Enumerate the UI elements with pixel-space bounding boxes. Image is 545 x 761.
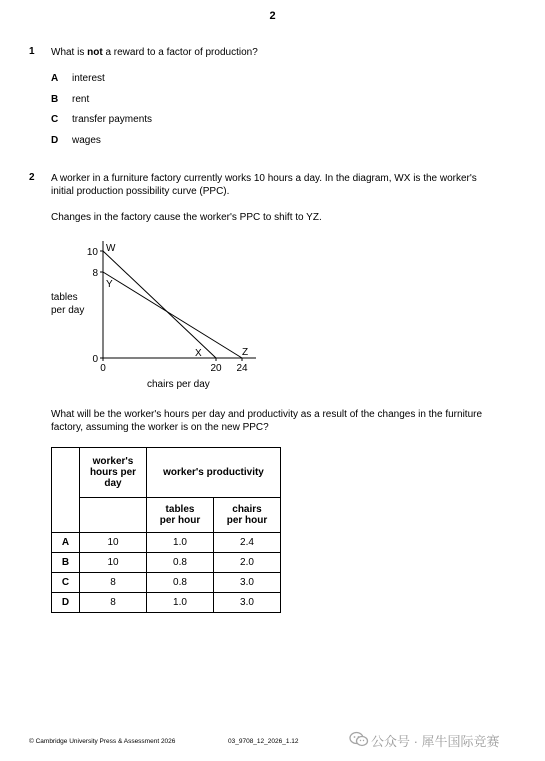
question-1-text [51,46,258,59]
question-1-number: 1 [29,46,35,57]
header-productivity: worker's productivity [147,448,281,498]
row-letter: A [52,533,80,553]
question-2-line-2: factory, assuming the worker is on the new PPC? [51,422,269,433]
point-label-z: Z [242,347,249,358]
cell-tables: 1.0 [147,593,214,613]
cell-chairs: 2.4 [214,533,281,553]
cell-chairs: 3.0 [214,593,281,613]
subheader-chairs-line: per hour [226,515,268,526]
subheader-tables-line: tables [165,504,195,515]
watermark-text: 公众号 · 犀牛国际竞赛 [371,734,500,749]
cell-tables: 1.0 [147,533,214,553]
point-label-w: W [106,243,116,254]
cell-tables: 0.8 [147,573,214,593]
option-text: wages [72,135,101,146]
ppc-diagram [40,236,270,396]
table-corner-cell [52,448,80,533]
option-letter: C [51,114,59,125]
question-1-text-emphasis: not [87,47,103,58]
footer-copyright: © Cambridge University Press & Assessment 2026 [29,738,176,745]
y-tick-label: 8 [92,268,98,279]
subheader-tables [147,498,214,533]
x-axis-label: chairs per day [147,379,210,390]
wechat-icon [349,731,369,747]
question-1-text-part: What is [51,47,88,58]
option-text: interest [72,73,105,84]
y-tick-label: 10 [86,247,98,258]
cell-chairs: 3.0 [214,573,281,593]
header-hours-line: worker's [92,456,134,467]
option-text: transfer payments [72,114,153,125]
question-2-number: 2 [29,172,35,183]
cell-chairs: 2.0 [214,553,281,573]
option-text: rent [72,94,90,105]
subheader-chairs [214,498,281,533]
option-letter: A [51,73,59,84]
row-letter: C [52,573,80,593]
ppc-wx-line [103,251,216,358]
y-tick-label: 0 [92,354,98,365]
subheader-tables-line: per hour [159,515,201,526]
y-axis-label-line-1: tables [51,292,78,303]
subheader-chairs-line: chairs [232,504,262,515]
ppc-yz-line [103,272,242,358]
question-2-intro-line-1: A worker in a furniture factory currently works 10 hours a day. In the diagram, WX is the worker's [51,173,477,184]
cell-hours: 10 [80,553,147,573]
footer-code: 03_9708_12_2026_1.12 [228,738,299,745]
option-letter: B [51,94,59,105]
question-2-line-1: What will be the worker's hours per day and productivity as a result of the changes in the furniture [51,409,483,420]
answer-table [51,447,281,613]
cell-tables: 0.8 [147,553,214,573]
question-1-text-part: a reward to a factor of production? [102,47,258,58]
x-tick-label: 0 [100,363,106,374]
point-label-y: Y [106,279,113,290]
cell-hours: 8 [80,593,147,613]
cell-hours: 10 [80,533,147,553]
question-2-change-text: Changes in the factory cause the worker's PPC to shift to YZ. [51,212,322,223]
page-number: 2 [269,10,276,22]
y-axis-label-line-2: per day [51,305,85,316]
cell-hours: 8 [80,573,147,593]
header-hours-line: hours per [89,467,137,478]
question-2-intro-line-2: initial production possibility curve (PPC). [51,186,230,197]
point-label-x: X [195,348,202,359]
x-tick-label: 24 [236,363,248,374]
option-letter: D [51,135,59,146]
header-hours [80,448,147,498]
x-tick-label: 20 [210,363,222,374]
row-letter: D [52,593,80,613]
header-hours-blank [80,498,147,533]
row-letter: B [52,553,80,573]
header-hours-line: day [104,478,122,489]
